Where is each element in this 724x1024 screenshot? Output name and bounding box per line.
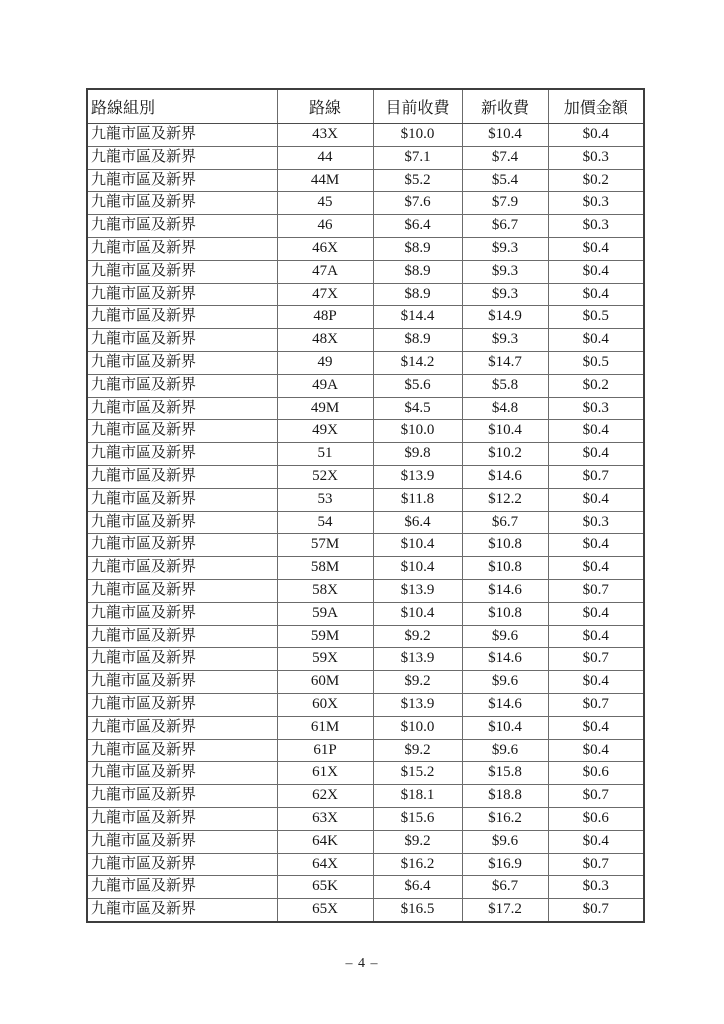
table-row bbox=[87, 192, 644, 215]
cell-increase: $0.2 bbox=[548, 374, 644, 397]
table-row bbox=[87, 716, 644, 739]
cell-increase: $0.4 bbox=[548, 739, 644, 762]
cell-group: 九龍市區及新界 bbox=[87, 169, 277, 192]
cell-group: 九龍市區及新界 bbox=[87, 899, 277, 922]
cell-group: 九龍市區及新界 bbox=[87, 124, 277, 147]
cell-current-fare: $14.4 bbox=[373, 306, 462, 329]
cell-new-fare: $14.6 bbox=[462, 465, 548, 488]
table-row bbox=[87, 488, 644, 511]
cell-route: 58M bbox=[277, 557, 373, 580]
cell-current-fare: $8.9 bbox=[373, 329, 462, 352]
cell-increase: $0.4 bbox=[548, 625, 644, 648]
cell-route: 62X bbox=[277, 785, 373, 808]
cell-new-fare: $17.2 bbox=[462, 899, 548, 922]
cell-route: 47A bbox=[277, 260, 373, 283]
cell-current-fare: $10.4 bbox=[373, 602, 462, 625]
cell-current-fare: $8.9 bbox=[373, 237, 462, 260]
cell-group: 九龍市區及新界 bbox=[87, 693, 277, 716]
cell-group: 九龍市區及新界 bbox=[87, 420, 277, 443]
table-row bbox=[87, 306, 644, 329]
cell-group: 九龍市區及新界 bbox=[87, 283, 277, 306]
cell-new-fare: $10.8 bbox=[462, 557, 548, 580]
table-row bbox=[87, 625, 644, 648]
table-row bbox=[87, 374, 644, 397]
cell-increase: $0.3 bbox=[548, 215, 644, 238]
table-row bbox=[87, 648, 644, 671]
cell-increase: $0.4 bbox=[548, 557, 644, 580]
cell-group: 九龍市區及新界 bbox=[87, 579, 277, 602]
cell-group: 九龍市區及新界 bbox=[87, 465, 277, 488]
cell-group: 九龍市區及新界 bbox=[87, 557, 277, 580]
cell-group: 九龍市區及新界 bbox=[87, 739, 277, 762]
cell-group: 九龍市區及新界 bbox=[87, 397, 277, 420]
cell-new-fare: $14.6 bbox=[462, 579, 548, 602]
cell-route: 61X bbox=[277, 762, 373, 785]
cell-current-fare: $13.9 bbox=[373, 648, 462, 671]
cell-group: 九龍市區及新界 bbox=[87, 807, 277, 830]
cell-group: 九龍市區及新界 bbox=[87, 192, 277, 215]
fare-table-header bbox=[87, 89, 644, 124]
cell-group: 九龍市區及新界 bbox=[87, 716, 277, 739]
cell-increase: $0.6 bbox=[548, 762, 644, 785]
page-number: – 4 – bbox=[345, 956, 379, 971]
cell-current-fare: $6.4 bbox=[373, 215, 462, 238]
cell-group: 九龍市區及新界 bbox=[87, 488, 277, 511]
cell-increase: $0.4 bbox=[548, 237, 644, 260]
cell-current-fare: $9.2 bbox=[373, 671, 462, 694]
cell-group: 九龍市區及新界 bbox=[87, 762, 277, 785]
cell-route: 49X bbox=[277, 420, 373, 443]
fare-table-body bbox=[87, 124, 644, 922]
cell-current-fare: $18.1 bbox=[373, 785, 462, 808]
cell-increase: $0.7 bbox=[548, 899, 644, 922]
table-row bbox=[87, 579, 644, 602]
table-row bbox=[87, 420, 644, 443]
cell-group: 九龍市區及新界 bbox=[87, 237, 277, 260]
cell-new-fare: $9.3 bbox=[462, 260, 548, 283]
cell-route: 49A bbox=[277, 374, 373, 397]
table-row bbox=[87, 215, 644, 238]
cell-group: 九龍市區及新界 bbox=[87, 625, 277, 648]
table-row bbox=[87, 830, 644, 853]
cell-route: 57M bbox=[277, 534, 373, 557]
cell-group: 九龍市區及新界 bbox=[87, 443, 277, 466]
table-row bbox=[87, 876, 644, 899]
header-current-fare: 目前收費 bbox=[373, 89, 462, 124]
cell-increase: $0.3 bbox=[548, 192, 644, 215]
cell-current-fare: $9.2 bbox=[373, 830, 462, 853]
cell-group: 九龍市區及新界 bbox=[87, 602, 277, 625]
cell-group: 九龍市區及新界 bbox=[87, 215, 277, 238]
table-row bbox=[87, 351, 644, 374]
table-row bbox=[87, 762, 644, 785]
cell-increase: $0.7 bbox=[548, 853, 644, 876]
cell-increase: $0.4 bbox=[548, 716, 644, 739]
table-row bbox=[87, 283, 644, 306]
cell-route: 65K bbox=[277, 876, 373, 899]
cell-route: 49 bbox=[277, 351, 373, 374]
table-row bbox=[87, 785, 644, 808]
table-row bbox=[87, 853, 644, 876]
table-row bbox=[87, 511, 644, 534]
header-increase-amount: 加價金額 bbox=[548, 89, 644, 124]
cell-new-fare: $14.6 bbox=[462, 648, 548, 671]
cell-group: 九龍市區及新界 bbox=[87, 876, 277, 899]
cell-route: 60M bbox=[277, 671, 373, 694]
cell-route: 43X bbox=[277, 124, 373, 147]
cell-route: 47X bbox=[277, 283, 373, 306]
cell-current-fare: $6.4 bbox=[373, 876, 462, 899]
cell-new-fare: $5.8 bbox=[462, 374, 548, 397]
header-new-fare: 新收費 bbox=[462, 89, 548, 124]
table-row bbox=[87, 465, 644, 488]
cell-current-fare: $10.0 bbox=[373, 716, 462, 739]
cell-current-fare: $10.4 bbox=[373, 534, 462, 557]
cell-current-fare: $9.2 bbox=[373, 625, 462, 648]
cell-current-fare: $10.0 bbox=[373, 420, 462, 443]
cell-new-fare: $7.4 bbox=[462, 146, 548, 169]
table-row bbox=[87, 899, 644, 922]
cell-route: 63X bbox=[277, 807, 373, 830]
cell-current-fare: $10.4 bbox=[373, 557, 462, 580]
cell-group: 九龍市區及新界 bbox=[87, 671, 277, 694]
cell-new-fare: $14.9 bbox=[462, 306, 548, 329]
cell-current-fare: $10.0 bbox=[373, 124, 462, 147]
cell-route: 64K bbox=[277, 830, 373, 853]
table-row bbox=[87, 443, 644, 466]
cell-new-fare: $6.7 bbox=[462, 876, 548, 899]
table-row bbox=[87, 602, 644, 625]
cell-new-fare: $12.2 bbox=[462, 488, 548, 511]
cell-current-fare: $16.2 bbox=[373, 853, 462, 876]
cell-group: 九龍市區及新界 bbox=[87, 374, 277, 397]
cell-current-fare: $7.6 bbox=[373, 192, 462, 215]
cell-current-fare: $13.9 bbox=[373, 693, 462, 716]
table-row bbox=[87, 169, 644, 192]
fare-table bbox=[86, 88, 645, 923]
cell-increase: $0.3 bbox=[548, 146, 644, 169]
cell-group: 九龍市區及新界 bbox=[87, 146, 277, 169]
cell-current-fare: $15.6 bbox=[373, 807, 462, 830]
cell-new-fare: $10.8 bbox=[462, 602, 548, 625]
cell-increase: $0.4 bbox=[548, 124, 644, 147]
cell-route: 59A bbox=[277, 602, 373, 625]
cell-new-fare: $15.8 bbox=[462, 762, 548, 785]
cell-increase: $0.7 bbox=[548, 648, 644, 671]
cell-new-fare: $9.3 bbox=[462, 237, 548, 260]
header-route-group: 路線組別 bbox=[87, 89, 277, 124]
cell-increase: $0.2 bbox=[548, 169, 644, 192]
cell-new-fare: $16.9 bbox=[462, 853, 548, 876]
table-row bbox=[87, 237, 644, 260]
cell-current-fare: $13.9 bbox=[373, 579, 462, 602]
cell-new-fare: $10.4 bbox=[462, 420, 548, 443]
cell-increase: $0.4 bbox=[548, 260, 644, 283]
cell-group: 九龍市區及新界 bbox=[87, 511, 277, 534]
cell-increase: $0.4 bbox=[548, 671, 644, 694]
cell-route: 44M bbox=[277, 169, 373, 192]
cell-new-fare: $5.4 bbox=[462, 169, 548, 192]
cell-increase: $0.4 bbox=[548, 602, 644, 625]
cell-current-fare: $13.9 bbox=[373, 465, 462, 488]
cell-increase: $0.5 bbox=[548, 306, 644, 329]
cell-new-fare: $4.8 bbox=[462, 397, 548, 420]
cell-increase: $0.7 bbox=[548, 465, 644, 488]
cell-route: 51 bbox=[277, 443, 373, 466]
cell-current-fare: $8.9 bbox=[373, 283, 462, 306]
table-row bbox=[87, 146, 644, 169]
cell-new-fare: $14.6 bbox=[462, 693, 548, 716]
cell-new-fare: $10.4 bbox=[462, 716, 548, 739]
table-row bbox=[87, 329, 644, 352]
cell-new-fare: $6.7 bbox=[462, 511, 548, 534]
cell-current-fare: $5.2 bbox=[373, 169, 462, 192]
cell-new-fare: $9.6 bbox=[462, 830, 548, 853]
cell-route: 64X bbox=[277, 853, 373, 876]
cell-route: 59M bbox=[277, 625, 373, 648]
cell-new-fare: $14.7 bbox=[462, 351, 548, 374]
cell-route: 48X bbox=[277, 329, 373, 352]
cell-route: 61P bbox=[277, 739, 373, 762]
cell-current-fare: $11.8 bbox=[373, 488, 462, 511]
cell-new-fare: $7.9 bbox=[462, 192, 548, 215]
cell-group: 九龍市區及新界 bbox=[87, 830, 277, 853]
cell-new-fare: $9.3 bbox=[462, 329, 548, 352]
cell-route: 65X bbox=[277, 899, 373, 922]
cell-new-fare: $9.6 bbox=[462, 739, 548, 762]
table-row bbox=[87, 260, 644, 283]
cell-group: 九龍市區及新界 bbox=[87, 853, 277, 876]
cell-new-fare: $10.4 bbox=[462, 124, 548, 147]
cell-increase: $0.7 bbox=[548, 785, 644, 808]
header-route: 路線 bbox=[277, 89, 373, 124]
cell-current-fare: $14.2 bbox=[373, 351, 462, 374]
cell-increase: $0.4 bbox=[548, 534, 644, 557]
cell-current-fare: $16.5 bbox=[373, 899, 462, 922]
cell-route: 54 bbox=[277, 511, 373, 534]
cell-increase: $0.5 bbox=[548, 351, 644, 374]
cell-increase: $0.4 bbox=[548, 329, 644, 352]
cell-new-fare: $9.6 bbox=[462, 671, 548, 694]
table-row bbox=[87, 807, 644, 830]
cell-increase: $0.3 bbox=[548, 397, 644, 420]
cell-group: 九龍市區及新界 bbox=[87, 351, 277, 374]
cell-new-fare: $16.2 bbox=[462, 807, 548, 830]
table-row bbox=[87, 397, 644, 420]
cell-new-fare: $9.3 bbox=[462, 283, 548, 306]
cell-current-fare: $7.1 bbox=[373, 146, 462, 169]
table-row bbox=[87, 739, 644, 762]
cell-group: 九龍市區及新界 bbox=[87, 785, 277, 808]
cell-route: 45 bbox=[277, 192, 373, 215]
cell-increase: $0.4 bbox=[548, 488, 644, 511]
cell-route: 44 bbox=[277, 146, 373, 169]
cell-current-fare: $4.5 bbox=[373, 397, 462, 420]
cell-current-fare: $6.4 bbox=[373, 511, 462, 534]
cell-new-fare: $18.8 bbox=[462, 785, 548, 808]
cell-route: 46X bbox=[277, 237, 373, 260]
cell-current-fare: $15.2 bbox=[373, 762, 462, 785]
cell-current-fare: $9.2 bbox=[373, 739, 462, 762]
cell-group: 九龍市區及新界 bbox=[87, 306, 277, 329]
cell-current-fare: $8.9 bbox=[373, 260, 462, 283]
cell-group: 九龍市區及新界 bbox=[87, 260, 277, 283]
table-row bbox=[87, 671, 644, 694]
cell-current-fare: $9.8 bbox=[373, 443, 462, 466]
cell-route: 58X bbox=[277, 579, 373, 602]
cell-route: 46 bbox=[277, 215, 373, 238]
cell-increase: $0.4 bbox=[548, 443, 644, 466]
header-row bbox=[87, 89, 644, 124]
table-row bbox=[87, 534, 644, 557]
cell-route: 60X bbox=[277, 693, 373, 716]
cell-group: 九龍市區及新界 bbox=[87, 534, 277, 557]
cell-increase: $0.7 bbox=[548, 579, 644, 602]
cell-route: 61M bbox=[277, 716, 373, 739]
cell-increase: $0.4 bbox=[548, 830, 644, 853]
cell-increase: $0.3 bbox=[548, 876, 644, 899]
cell-route: 53 bbox=[277, 488, 373, 511]
cell-increase: $0.6 bbox=[548, 807, 644, 830]
cell-increase: $0.4 bbox=[548, 420, 644, 443]
cell-current-fare: $5.6 bbox=[373, 374, 462, 397]
cell-new-fare: $10.2 bbox=[462, 443, 548, 466]
cell-increase: $0.3 bbox=[548, 511, 644, 534]
cell-increase: $0.4 bbox=[548, 283, 644, 306]
cell-group: 九龍市區及新界 bbox=[87, 648, 277, 671]
table-row bbox=[87, 557, 644, 580]
cell-new-fare: $10.8 bbox=[462, 534, 548, 557]
cell-new-fare: $6.7 bbox=[462, 215, 548, 238]
cell-new-fare: $9.6 bbox=[462, 625, 548, 648]
cell-route: 49M bbox=[277, 397, 373, 420]
cell-group: 九龍市區及新界 bbox=[87, 329, 277, 352]
cell-increase: $0.7 bbox=[548, 693, 644, 716]
cell-route: 59X bbox=[277, 648, 373, 671]
cell-route: 52X bbox=[277, 465, 373, 488]
table-row bbox=[87, 124, 644, 147]
cell-route: 48P bbox=[277, 306, 373, 329]
table-row bbox=[87, 693, 644, 716]
